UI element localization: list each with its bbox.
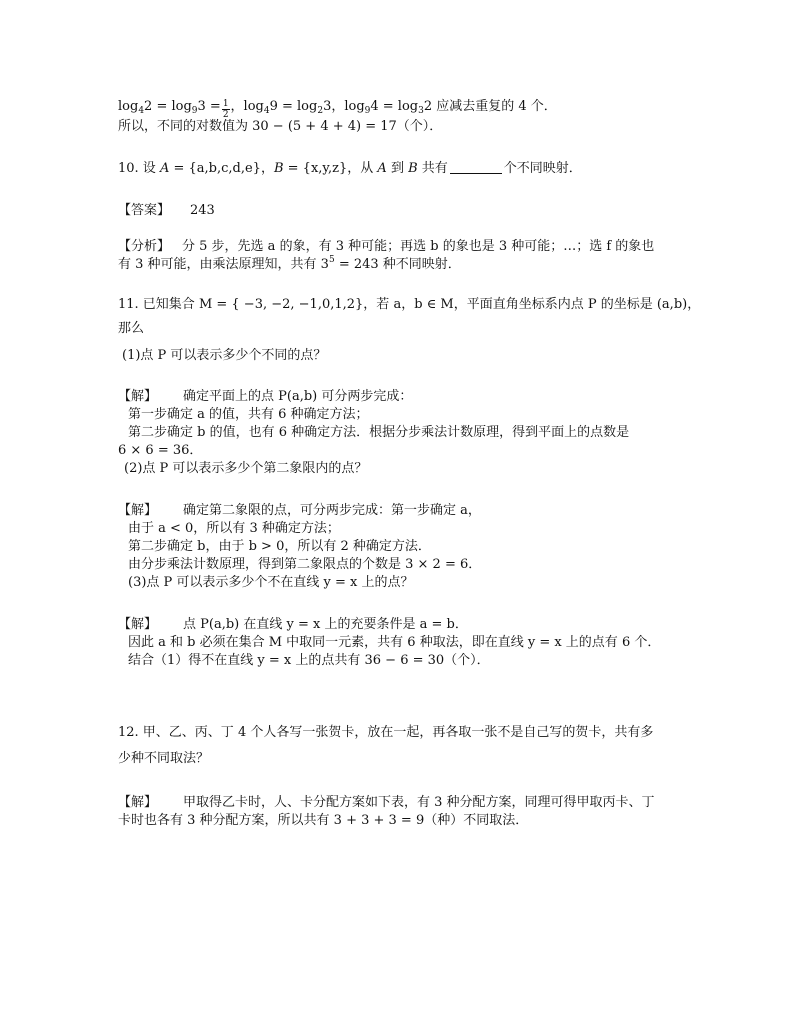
solution-tag: 【解】 bbox=[118, 389, 158, 404]
answer-value: 243 bbox=[190, 203, 215, 218]
question-12-line-1: 12. 甲、乙、丙、丁 4 个人各写一张贺卡，放在一起，再各取一张不是自己写的贺卡，共有多 bbox=[118, 725, 654, 740]
question-11-line-1: 11. 已知集合 M = { −3, −2, −1,0,1,2}，若 a，b ∈ M，平面直角坐标系内点 P 的坐标是 (a,b)， bbox=[118, 297, 701, 312]
solution-3-line-3: 结合（1）得不在直线 y = x 上的点共有 36 − 6 = 30（个）． bbox=[128, 653, 490, 668]
subquestion-3: (3)点 P 可以表示多少个不在直线 y = x 上的点？ bbox=[128, 575, 414, 590]
solution-1-line-2: 第一步确定 a 的值，共有 6 种确定方法； bbox=[128, 407, 369, 422]
question-12-line-2: 少种不同取法？ bbox=[118, 751, 210, 766]
solution-tag: 【解】 bbox=[118, 617, 158, 632]
analysis-tag: 【分析】 bbox=[118, 239, 171, 254]
conclusion-line: 所以，不同的对数值为 30 − (5 + 4 + 4) = 17（个）． bbox=[118, 119, 443, 134]
solution-3-line-1: 【解】 点 P(a,b) 在直线 y = x 上的充要条件是 a = b． bbox=[118, 617, 468, 632]
solution-1-line-4: 6 × 6 = 36． bbox=[118, 443, 203, 458]
solution-tag: 【解】 bbox=[118, 795, 158, 810]
answer-line bbox=[118, 202, 215, 220]
log-equalities-line: $\log_42 = \log_93$ = $\frac{1}{2}$ ，$\log_49 = \log_23$，$\log_94 = \log_32$ 应减去重复的 4 个． bbox=[118, 99, 557, 120]
solution-1-line-3: 第二步确定 b 的值，也有 6 种确定方法．根据分步乘法计数原理，得到平面上的点数是 bbox=[128, 425, 630, 440]
solution-2-line-4: 由分步乘法计数原理，得到第二象限点的个数是 3 × 2 = 6． bbox=[128, 557, 482, 572]
solution-2-line-3: 第二步确定 b，由于 b > 0，所以有 2 种确定方法． bbox=[128, 539, 431, 554]
subquestion-2: (2)点 P 可以表示多少个第二象限内的点？ bbox=[124, 461, 368, 476]
solution-tag: 【解】 bbox=[118, 503, 158, 518]
question-10: 10. 设 A = {a,b,c,d,e}，B = {x,y,z}，从 A 到 B 共有 个不同映射． bbox=[118, 161, 582, 176]
solution-2-line-1: 【解】 确定第二象限的点，可分两步完成：第一步确定 a， bbox=[118, 503, 481, 518]
subquestion-1: (1)点 P 可以表示多少个不同的点？ bbox=[122, 348, 327, 363]
solution-12-line-1: 【解】 甲取得乙卡时，人、卡分配方案如下表，有 3 种分配方案，同理可得甲取丙卡、丁 bbox=[118, 795, 655, 810]
answer-blank bbox=[450, 160, 502, 174]
fraction-one-half: $\frac{1}{2}$ bbox=[222, 99, 229, 120]
solution-2-line-2: 由于 a < 0，所以有 3 种确定方法； bbox=[128, 521, 340, 536]
solution-12-line-2: 卡时也各有 3 种分配方案，所以共有 3 + 3 + 3 = 9（种）不同取法． bbox=[118, 813, 529, 828]
analysis-line-2: 有 3 种可能，由乘法原理知，共有 $3^5 = 243$ 种不同映射． bbox=[118, 255, 461, 272]
solution-3-line-2: 因此 a 和 b 必须在集合 M 中取同一元素，共有 6 种取法，即在直线 y = x 上的点有 6 个． bbox=[128, 635, 661, 650]
solution-1-line-1: 【解】 确定平面上的点 P(a,b) 可分两步完成： bbox=[118, 389, 413, 404]
answer-tag: 【答案】 bbox=[118, 203, 171, 218]
analysis-line-1: 【分析】 分 5 步，先选 a 的象，有 3 种可能；再选 b 的象也是 3 种可能；…；选 f 的象也 bbox=[118, 239, 655, 254]
question-11-line-2: 那么 bbox=[118, 321, 145, 336]
